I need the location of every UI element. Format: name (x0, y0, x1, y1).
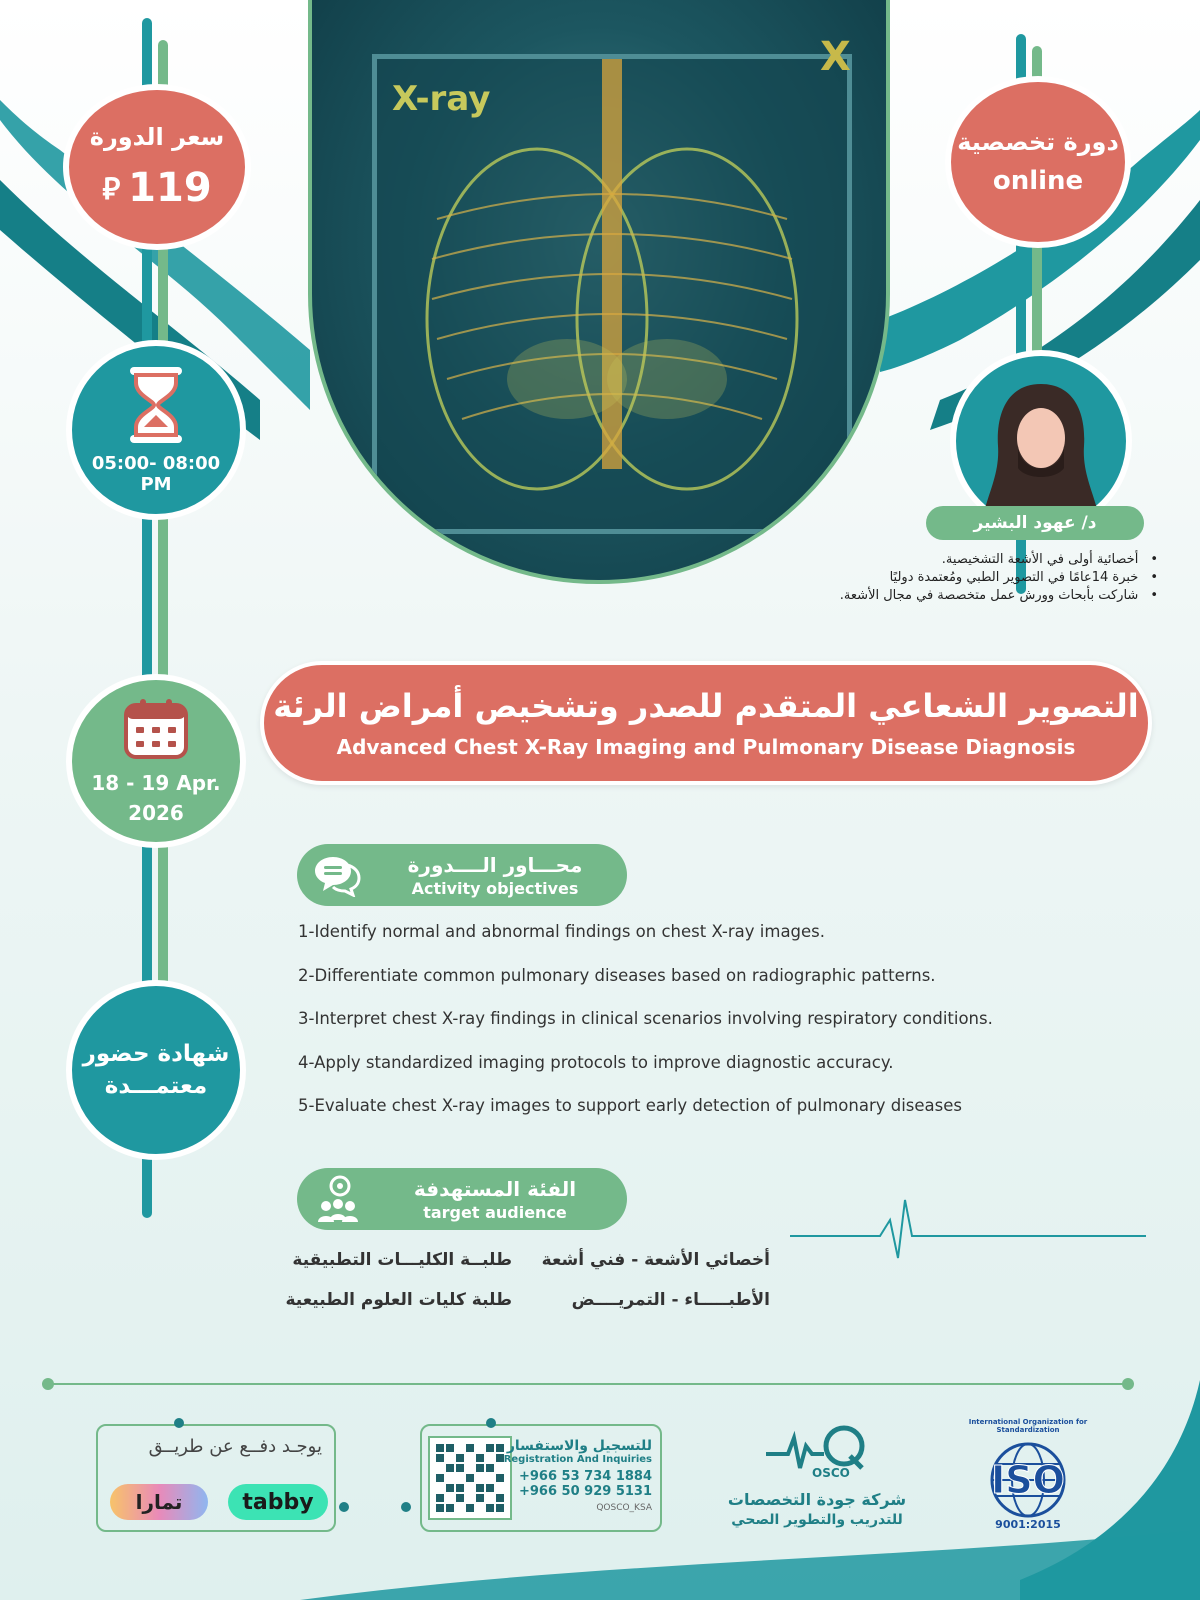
time-range: 05:00- 08:00 (91, 453, 221, 474)
objective-item: 1-Identify normal and abnormal findings on chest X-ray images. (298, 922, 826, 941)
contact-phone: +966 53 734 1884 (518, 1469, 652, 1484)
price-value-row (102, 165, 211, 211)
price-circle (63, 84, 251, 250)
tamara-logo: تمارا (110, 1484, 208, 1520)
lungs-illustration (377, 59, 847, 529)
course-title-banner (260, 661, 1152, 785)
bio-item: • خبرة 14عامًا في التصوير الطبي ومُعتمدة دوليًا (840, 570, 1158, 585)
contact-box (420, 1424, 662, 1532)
box-dot (486, 1418, 496, 1428)
company-logo-text: OSCO (812, 1466, 850, 1480)
time-circle (66, 340, 246, 520)
audience-item: طلبــة الكليـــات التطبيقية (292, 1250, 512, 1270)
objective-item: 5-Evaluate chest X-ray images to support early detection of pulmonary diseases (298, 1096, 963, 1115)
contact-text (504, 1438, 652, 1513)
audience-heading-pill (297, 1168, 627, 1230)
objective-item: 2-Differentiate common pulmonary diseases based on radiographic patterns. (298, 965, 936, 985)
contact-label-ar: للتسجيل والاستفسار (506, 1438, 652, 1454)
footer-divider (48, 1383, 1128, 1385)
objectives-list (298, 922, 993, 1140)
company-name-line2: للتدريب والتطوير الصحي (731, 1512, 903, 1528)
date-range: 18 - 19 Apr. (91, 771, 221, 795)
divider-dot (42, 1378, 54, 1390)
payment-box (96, 1424, 336, 1532)
chat-bubbles-icon (311, 849, 363, 901)
objectives-heading-en: Activity objectives (411, 878, 579, 898)
audience-heading-en: target audience (423, 1202, 567, 1222)
instructor-bio-list (840, 552, 1158, 606)
hourglass-icon (128, 365, 184, 445)
course-mode: online (992, 166, 1084, 196)
hijab-avatar-icon (976, 376, 1106, 526)
course-title-arabic: التصوير الشعاعي المتقدم للصدر وتشخيص أمراض الرئة (273, 687, 1139, 725)
tabby-logo: tabby (228, 1484, 328, 1520)
riyal-symbol-icon: ⃁ (102, 171, 121, 207)
divider-dot (1122, 1378, 1134, 1390)
calendar-icon (122, 697, 190, 761)
course-title-english: Advanced Chest X-Ray Imaging and Pulmonary Disease Diagnosis (336, 735, 1076, 759)
course-type-label: دورة تخصصية (957, 128, 1119, 156)
bio-item: • أخصائية أولى في الأشعة التشخيصية. (840, 552, 1158, 567)
xray-label: X-ray (392, 79, 491, 119)
box-dot (401, 1502, 411, 1512)
audience-item: الأطبـــــاء - التمريــــض (571, 1290, 770, 1310)
objectives-heading-pill (297, 844, 627, 906)
iso-arc-text: International Organization for Standardization (968, 1418, 1088, 1434)
certificate-circle (66, 980, 246, 1160)
payment-label: يوجـد دفــع عن طريــق (148, 1436, 322, 1457)
instructor-avatar (950, 350, 1132, 532)
audience-heading-ar: الفئة المستهدفة (413, 1176, 577, 1201)
company-logo (760, 1420, 900, 1490)
xray-monitor (372, 54, 852, 534)
audience-heading-text (363, 1177, 627, 1222)
target-group-icon (311, 1173, 363, 1225)
qr-code-icon (428, 1436, 512, 1520)
xray-image (308, 0, 890, 584)
objectives-heading-text (363, 853, 627, 898)
box-dot (339, 1502, 349, 1512)
iso-logo-text: ISO (991, 1458, 1065, 1502)
xray-corner-mark: X (820, 34, 851, 80)
price-value: 119 (128, 165, 212, 211)
audience-item: أخصائي الأشعة - فني أشعة (541, 1250, 770, 1270)
course-type-circle (945, 76, 1131, 248)
bio-item: • شاركت بأبحاث وورش عمل متخصصة في مجال الأشعة. (840, 588, 1158, 603)
price-label: سعر الدورة (89, 123, 225, 151)
date-year: 2026 (128, 801, 184, 825)
certificate-line1: شهادة حضور (82, 1041, 230, 1067)
time-period: PM (140, 474, 172, 495)
instructor-name: د/ عهود البشير (926, 506, 1144, 540)
certificate-line2: معتمـــدة (104, 1073, 208, 1099)
contact-phone: +966 50 929 5131 (518, 1484, 652, 1499)
iso-logo (968, 1418, 1088, 1544)
objective-item: 3-Interpret chest X-ray findings in clinical scenarios involving respiratory conditions. (298, 1009, 993, 1028)
box-dot (174, 1418, 184, 1428)
social-handle: QOSCO_KSA (596, 1503, 652, 1513)
iso-standard: 9001:2015 (995, 1518, 1061, 1531)
objective-item: 4-Apply standardized imaging protocols to improve diagnostic accuracy. (298, 1052, 894, 1072)
company-name-line1: شركة جودة التخصصات (727, 1490, 907, 1509)
date-circle (66, 674, 246, 848)
objectives-heading-ar: محـــاور الــــدورة (407, 852, 583, 877)
audience-item: طلبة كليات العلوم الطبيعية (285, 1290, 512, 1310)
contact-label-en: Registration And Inquiries (503, 1454, 652, 1465)
